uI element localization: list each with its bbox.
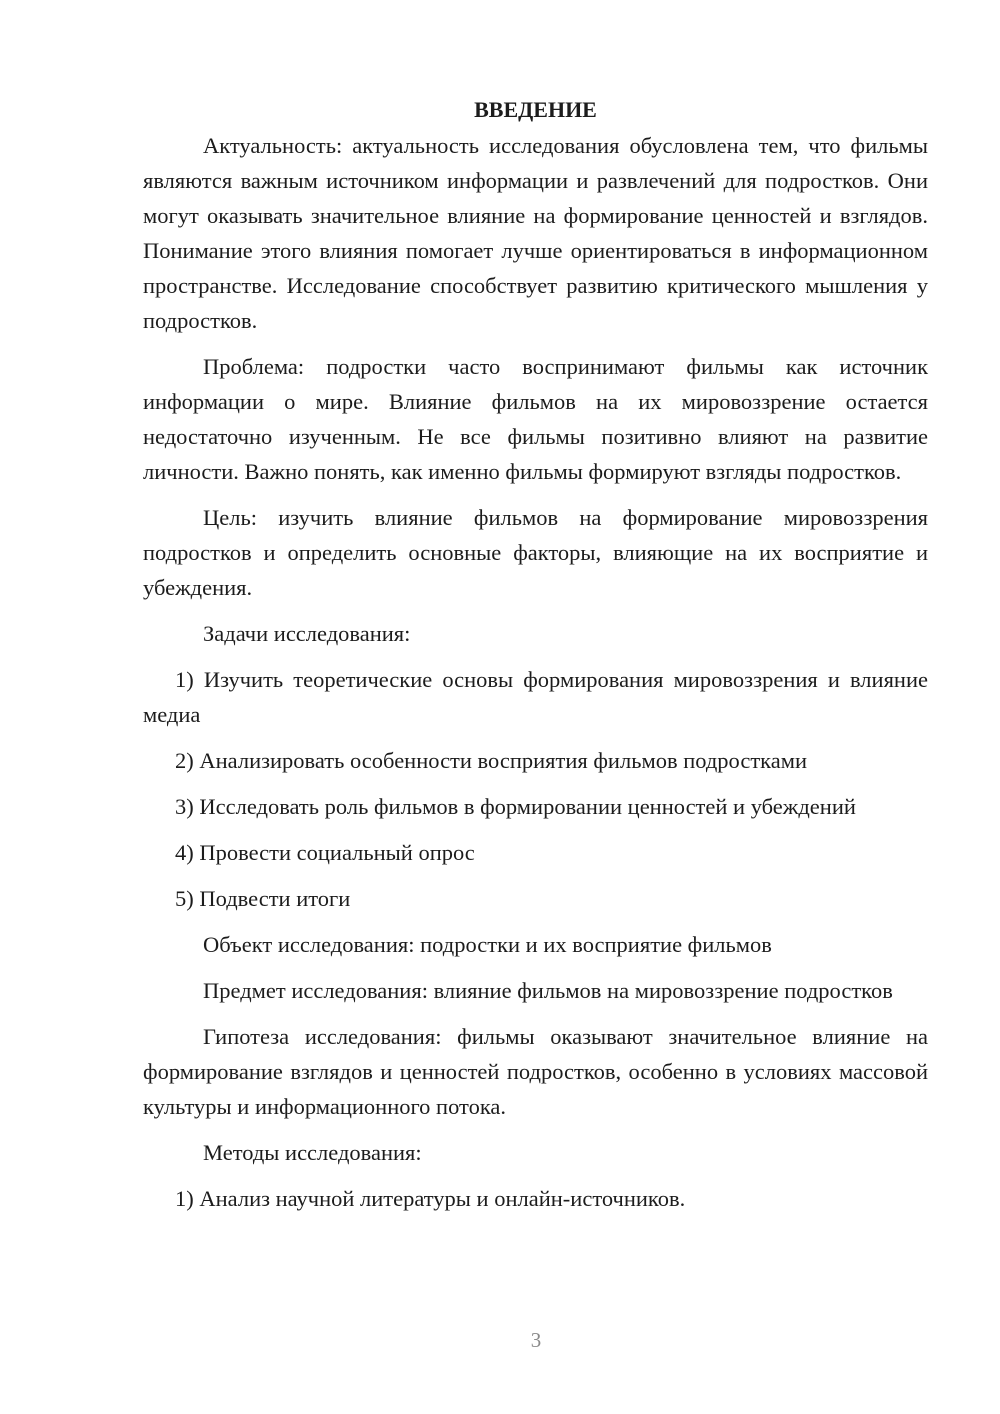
- subject-paragraph: Предмет исследования: влияние фильмов на мировоззрение подростков: [203, 978, 893, 1003]
- method-item-1: 1) Анализ научной литературы и онлайн-источников.: [175, 1186, 686, 1211]
- page-content: [143, 92, 928, 1227]
- task-item-3: 3) Исследовать роль фильмов в формировании ценностей и убеждений: [175, 794, 856, 819]
- page-title: ВВЕДЕНИЕ: [474, 97, 597, 122]
- hypothesis-paragraph: Гипотеза исследования: фильмы оказывают значительное влияние на формирование взглядов и ценностей подростков, особенно в условиях массовой культуры и информационного потока.: [143, 1024, 928, 1119]
- methods-heading: Методы исследования:: [203, 1140, 422, 1165]
- goal-paragraph: Цель: изучить влияние фильмов на формирование мировоззрения подростков и определить основные факторы, влияющие на их восприятие и убеждения.: [143, 505, 928, 600]
- task-item-2: 2) Анализировать особенности восприятия фильмов подростками: [175, 748, 808, 773]
- page-number: 3: [530, 1328, 542, 1352]
- relevance-paragraph: Актуальность: актуальность исследования обусловлена тем, что фильмы являются важным источником информации и развлечений для подростков. Они могут оказывать значительное влияние на формирование ценностей и взглядов. Понимание этого влияния помогает лучше ориентироваться в информационном пространстве. Исследование способствует развитию критического мышления у подростков.: [143, 133, 928, 333]
- problem-paragraph: Проблема: подростки часто воспринимают фильмы как источник информации о мире. Влияние фильмов на их мировоззрение остается недостаточно изученным. Не все фильмы позитивно влияют на развитие личности. Важно понять, как именно фильмы формируют взгляды подростков.: [143, 354, 928, 484]
- task-item-1: 1) Изучить теоретические основы формирования мировоззрения и влияние медиа: [143, 667, 928, 727]
- task-item-4: 4) Провести социальный опрос: [175, 840, 475, 865]
- object-paragraph: Объект исследования: подростки и их восприятие фильмов: [203, 932, 772, 957]
- tasks-heading: Задачи исследования:: [203, 621, 411, 646]
- task-item-5: 5) Подвести итоги: [175, 886, 351, 911]
